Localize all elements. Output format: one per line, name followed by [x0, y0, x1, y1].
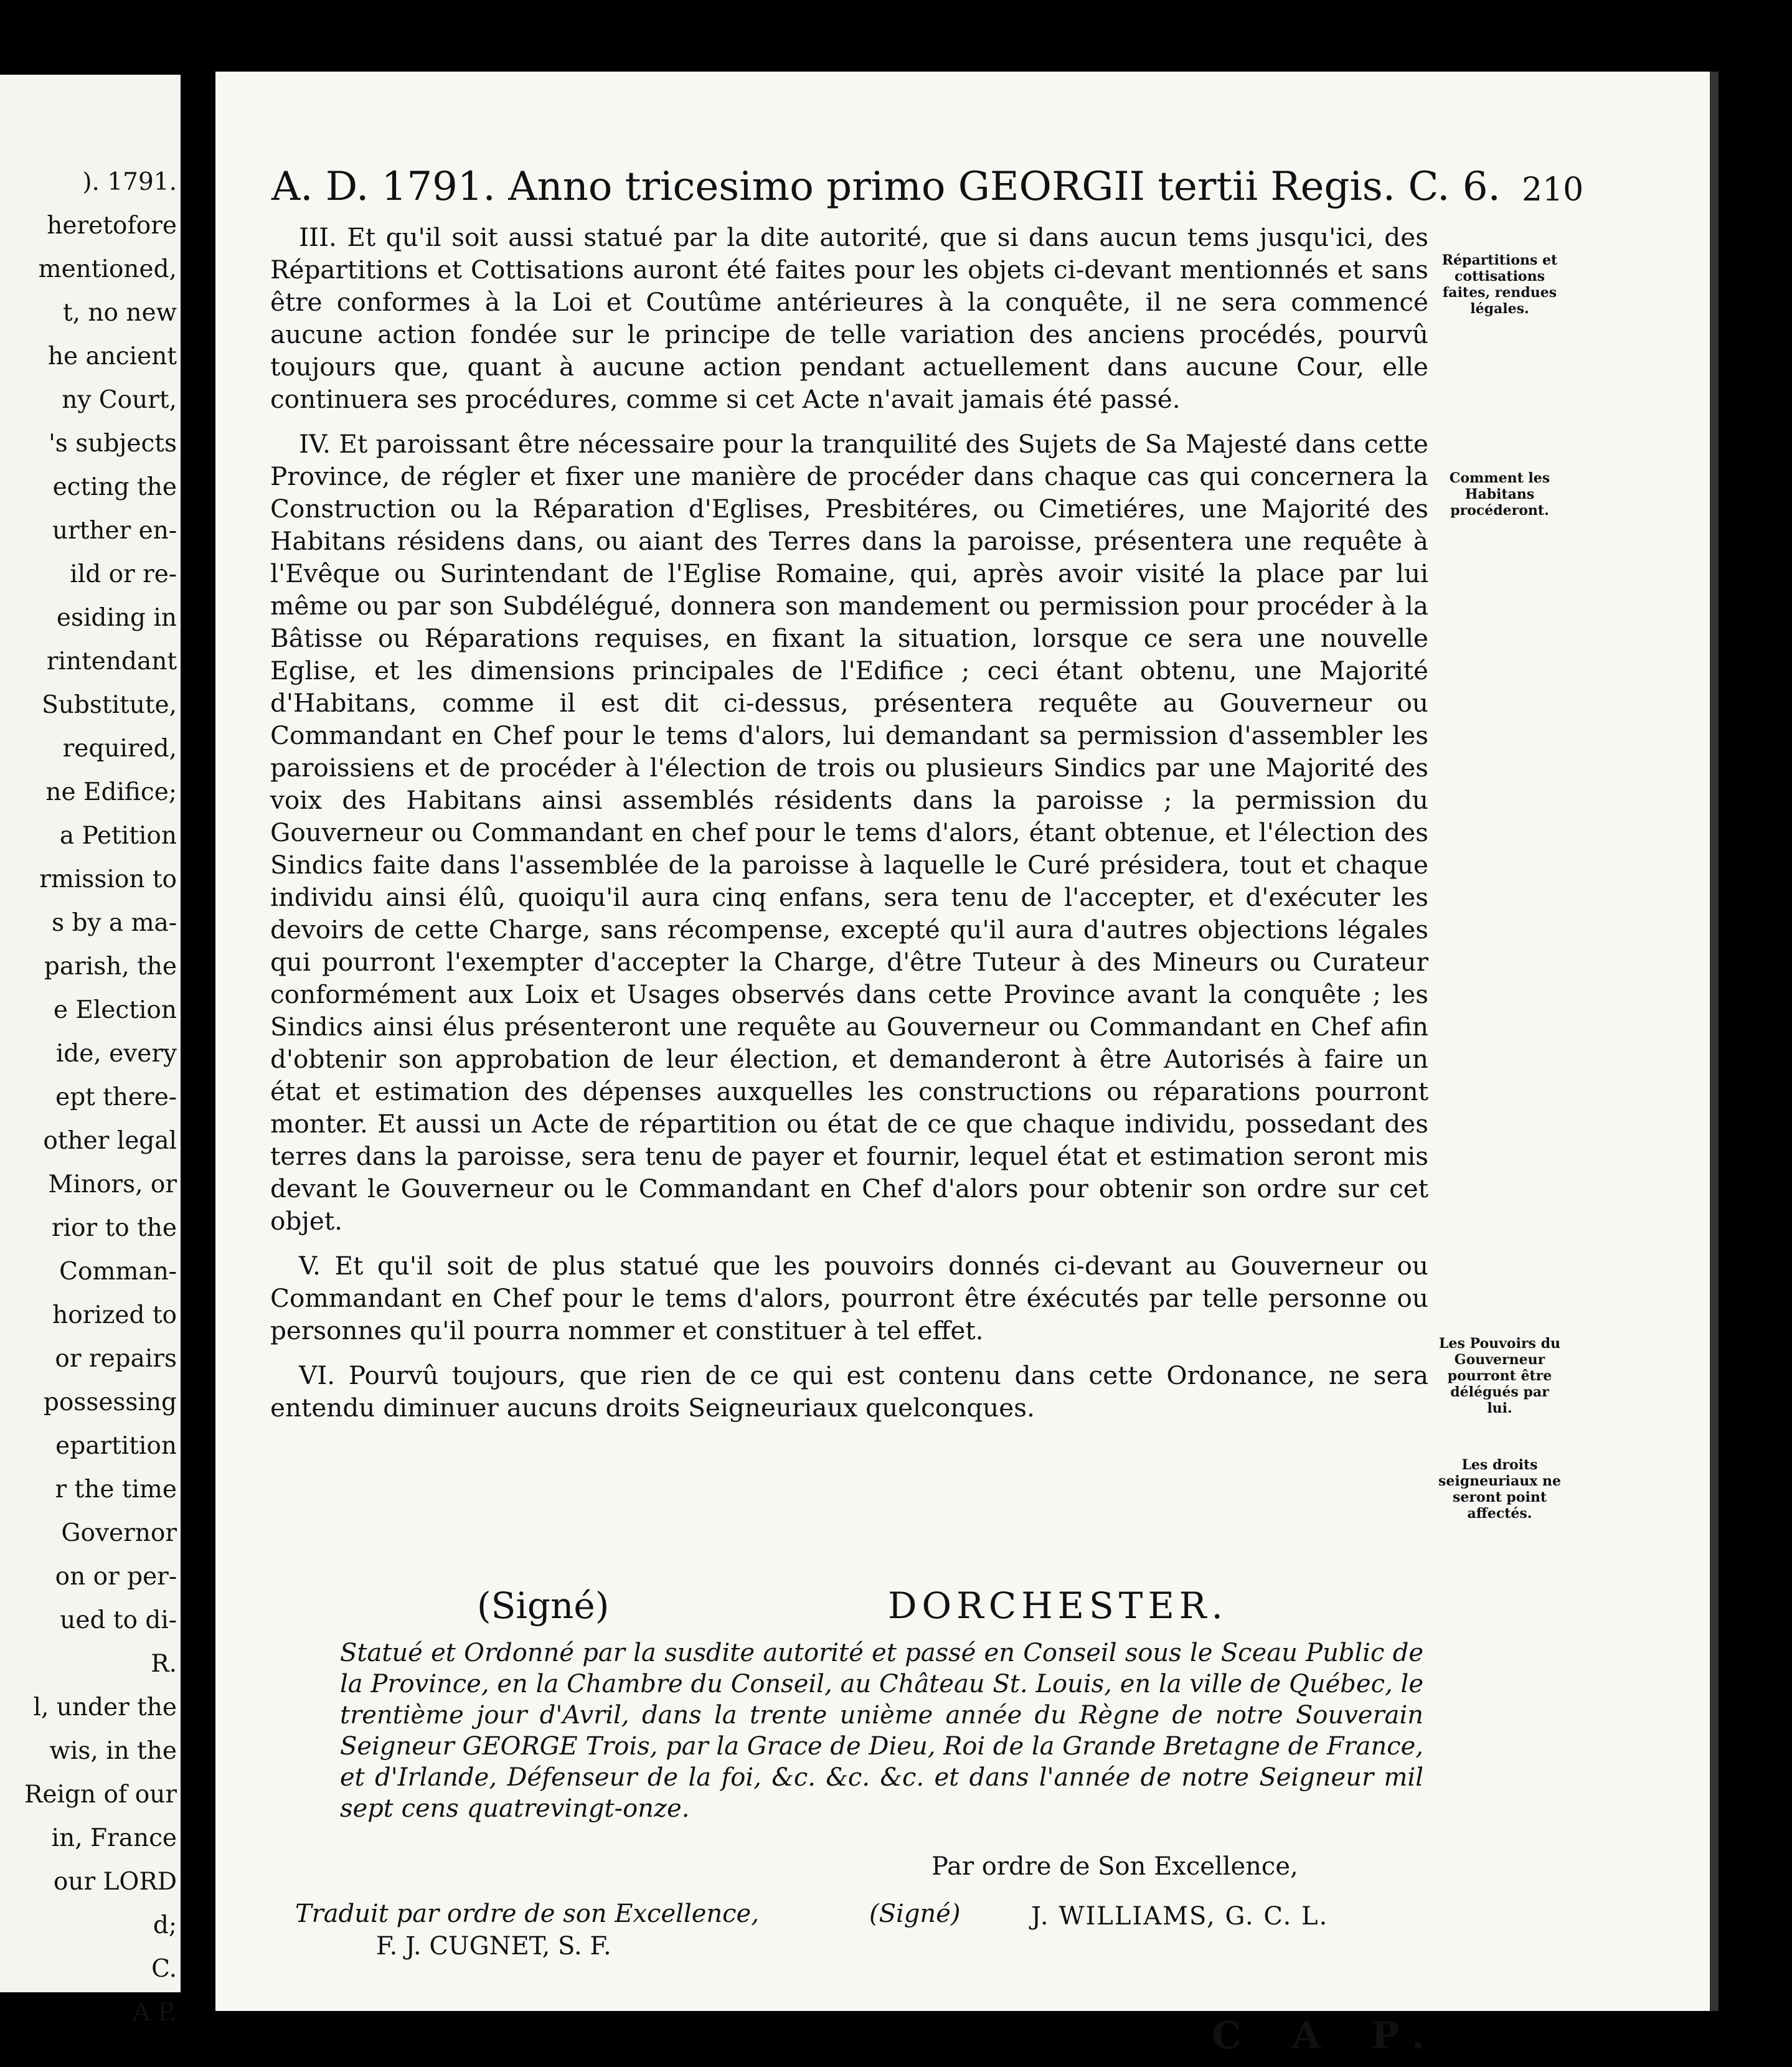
facing-page-line: Minors, or: [48, 1170, 177, 1198]
facing-page-line: ide, every: [55, 1040, 177, 1068]
facing-page-line: required,: [62, 735, 177, 763]
facing-page-line: C.: [151, 1955, 177, 1983]
margin-note-pouvoirs: Les Pouvoirs du Gouverneur pourront être délégués par lui.: [1439, 1335, 1560, 1416]
facing-page-line: possessing: [43, 1388, 177, 1416]
facing-page-line: Governor: [61, 1519, 177, 1547]
margin-note-repartitions: Répartitions et cottisations faites, rendues légales.: [1441, 252, 1558, 317]
facing-page-line: esiding in: [56, 604, 177, 632]
facing-page-line: ecting the: [52, 473, 177, 501]
by-order-line: Par ordre de Son Excellence,: [931, 1852, 1298, 1881]
facing-page-line: our LORD: [53, 1868, 177, 1896]
page: [215, 72, 1719, 2058]
facing-page-line: ). 1791.: [82, 168, 177, 196]
section-iv: IV. Et paroissant être nécessaire pour la tranquilité des Sujets de Sa Majesté dans cette Province, de régler et fixer une manière de procéder dans chaque cas qui concernera la Construction ou la Réparation d'Eglises, Presbitéres, ou Cimetiéres, une Majorité des Habitans résidens dans, ou aiant des Terres dans la paroisse, présentera une requête à l'Evêque ou Surintendant de l'Eglise Romaine, qui, après avoir visité la place par lui même ou par son Subdélégué, donnera son mandement ou permission pour procéder à la Bâtisse ou Réparations requises, en fixant la situation, lorsque ce sera une nouvelle Eglise, et les dimensions principales de l'Edifice ; ceci étant obtenu, une Majorité d'Habitans, comme il est dit ci-dessus, présentera requête au Gouverneur ou Commandant en Chef pour le tems d'alors, lui demandant sa permission d'assembler les paroissiens et de procéder à l'élection de trois ou plusieurs Sindics par une Majorité des voix des Habitans ainsi assemblés résidents dans la paroisse ; la permission du Gouverneur ou Commandant en chef pour le tems d'alors, étant obtenue, et l'élection des Sindics faite dans l'assemblée de la paroisse à laquelle le Curé présidera, tout et chaque individu ainsi élû, quoiqu'il aura cinq enfans, sera tenu de l'accepter, et d'exécuter les devoirs de cette Charge, sans récompense, excepté qu'il aura d'autres objections légales qui pourront l'exempter d'accepter la Charge, d'être Tuteur à des Mineurs ou Curateur conformément aux Loix et Usages observés dans cette Province avant la conquête ; les Sindics ainsi élus présenteront une requête au Gouverneur ou Commandant en Chef afin d'obtenir son approbation de leur élection, et demanderont à être Autorisés à faire un état et estimation des dépenses auxquelles les constructions ou réparations pourront monter. Et aussi un Acte de répartition ou état de ce que chaque individu, possedant des terres dans la paroisse, sera tenu de payer et fournir, lequel état et estimation seront mis devant le Gouverneur ou le Commandant en Chef d'alors pour obtenir son ordre sur cet objet.: [270, 429, 1428, 1236]
facing-page-line: l, under the: [33, 1693, 177, 1721]
facing-page-line: in, France: [51, 1824, 177, 1852]
facing-page-line: Substitute,: [42, 691, 177, 719]
facing-page-line: rmission to: [39, 865, 177, 893]
section-vi: VI. Pourvû toujours, que rien de ce qui est contenu dans cette Ordonance, ne sera entendu diminuer aucuns droits Seigneuriaux quelconques.: [270, 1360, 1428, 1423]
facing-page-line: d;: [153, 1911, 177, 1939]
facing-page-line: Reign of our: [24, 1781, 177, 1809]
facing-page-line: t, no new: [62, 299, 177, 327]
facing-page-line: or repairs: [55, 1345, 177, 1373]
page-number: 210: [1522, 171, 1584, 209]
facing-page-fragment: [0, 75, 181, 2027]
facing-page-line: wis, in the: [49, 1737, 177, 1765]
facing-page-line: Comman-: [59, 1258, 177, 1286]
governor-name: DORCHESTER.: [888, 1584, 1228, 1627]
margin-note-habitans: Comment les Habitans procéderont.: [1449, 470, 1550, 519]
margin-note-droits: Les droits seigneuriaux ne seront point affectés.: [1438, 1457, 1562, 1522]
facing-page-line: rior to the: [51, 1214, 177, 1242]
facing-page-line: a Petition: [59, 822, 177, 850]
facing-page-line: epartition: [55, 1432, 177, 1460]
facing-page-line: ny Court,: [62, 386, 177, 414]
second-signed-label: (Signé): [869, 1900, 961, 1928]
book-gutter: [181, 0, 215, 2067]
facing-page-line: ild or re-: [70, 560, 177, 588]
catchword: C A P.: [1212, 2014, 1444, 2058]
facing-page-line: R.: [151, 1650, 177, 1678]
facing-page-line: rintendant: [46, 647, 177, 676]
facing-page-line: ept there-: [55, 1083, 177, 1111]
enactment-clause: Statué et Ordonné par la susdite autorité et passé en Conseil sous le Sceau Public de la Province, en la Chambre du Conseil, au Château St. Louis, en la ville de Québec, le trentième jour d'Avril, dans la trente unième année du Règne de notre Souverain Seigneur GEORGE Trois, par la Grace de Dieu, Roi de la Grande Bretagne de France, et d'Irlande, Défenseur de la foi, &c. &c. &c. et dans l'année de notre Seigneur mil sept cens quatrevingt-onze.: [340, 1639, 1423, 1823]
running-head: A. D. 1791. Anno tricesimo primo GEORGII tertii Regis. C. 6.: [271, 164, 1501, 210]
facing-page-line: s by a ma-: [52, 909, 177, 937]
facing-page-line: 's subjects: [49, 430, 177, 458]
translation-note: Traduit par ordre de son Excellence,: [295, 1900, 759, 1928]
signed-label: (Signé): [477, 1584, 610, 1627]
facing-page-line: ne Edifice;: [45, 778, 177, 806]
section-v: V. Et qu'il soit de plus statué que les pouvoirs donnés ci-devant au Gouverneur ou Commandant en Chef pour le tems d'alors, pourront être éxécutés par telle personne ou personnes qu'il pourra nommer et constituer à tel effet.: [270, 1251, 1428, 1345]
ordinance-text: [270, 221, 1428, 1436]
facing-page-line: other legal: [43, 1127, 177, 1155]
facing-page-line: horized to: [52, 1301, 177, 1329]
facing-page-line: r the time: [55, 1476, 177, 1504]
facing-page-line: mentioned,: [38, 255, 177, 283]
facing-page-line: parish, the: [44, 953, 177, 981]
facing-page-line: ued to di-: [60, 1606, 177, 1634]
section-iii: III. Et qu'il soit aussi statué par la dite autorité, que si dans aucun tems jusqu'ici, des Répartitions et Cottisations auront été faites pour les objets ci-devant mentionnés et sans être conformes à la Loi et Coutûme antérieures à la conquête, il ne sera commencé aucune action fondée sur le principe de telle variation des anciens procédés, pourvû toujours que, quant à aucune action pendant actuellement dans aucune Cour, elle continuera ses procédures, comme si cet Acte n'avait jamais été passé.: [270, 222, 1428, 414]
facing-page-line: A P.: [132, 1999, 177, 2027]
facing-page-line: heretofore: [47, 212, 177, 240]
clerk-name: J. WILLIAMS, G. C. L.: [1031, 1902, 1329, 1931]
facing-page-line: on or per-: [55, 1563, 177, 1591]
facing-page-line: urther en-: [52, 517, 177, 545]
facing-page-line: he ancient: [47, 342, 177, 370]
facing-page-line: e Election: [53, 996, 177, 1024]
translator-name: F. J. CUGNET, S. F.: [376, 1932, 611, 1961]
